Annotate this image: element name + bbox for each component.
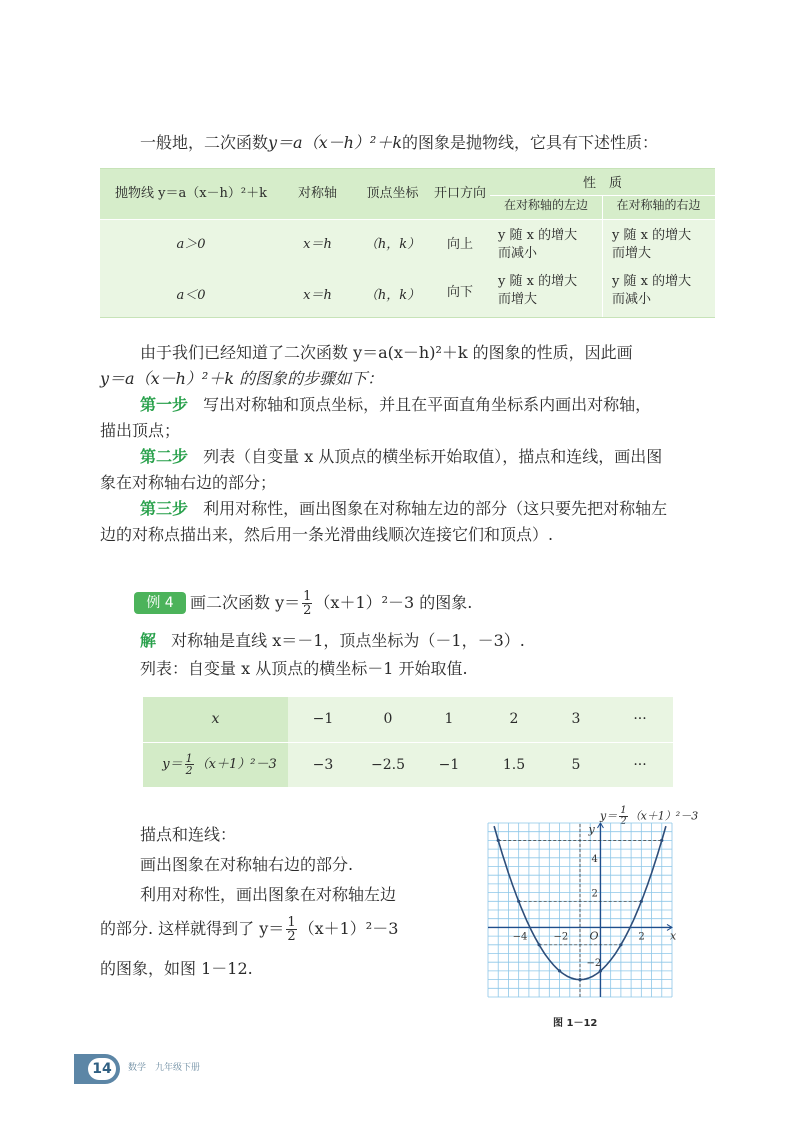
step-3: 第三步 利用对称性，画出图象在对称轴左边的部分（这只要先把对称轴左 [140,499,668,518]
steps-intro-line2: y＝a（x－h）²＋k 的图象的步骤如下： [100,369,384,388]
solution-line: 解 对称轴是直线 x＝－1，顶点坐标为（－1，－3）. [140,631,525,650]
x-tick-label: 2 [638,931,645,943]
y-value: 5 [571,757,581,773]
row1-axis: x＝h [303,237,332,252]
y-value: 1.5 [502,757,526,773]
conclusion-line1: 描点和连线： [140,825,237,844]
row2-condition: a＜0 [176,288,206,303]
value-table-divider [143,742,673,743]
table-intro: 列表：自变量 x 从顶点的横坐标－1 开始取值. [140,659,468,678]
book-title: 数学 九年级下册 [128,1063,201,1073]
data-point [599,969,602,972]
step-3-cont: 边的对称点描出来，然后用一条光滑曲线顺次连接它们和顶点）. [100,525,554,544]
x-value: −1 [312,711,334,727]
y-value: −2.5 [371,757,405,773]
row2-axis: x＝h [303,288,332,303]
conclusion-line5: 的图象，如图 1－12. [100,959,253,978]
row1-vertex: （h，k） [364,237,421,252]
data-point [640,900,643,903]
y-axis-label: y [588,823,595,836]
conclusion-line2: 画出图象在对称轴右边的部分. [140,855,354,874]
x-axis-label: x [670,929,677,943]
properties-table [100,168,715,318]
page-number: 14 [88,1058,116,1080]
header-left-side: 在对称轴的左边 [503,198,588,212]
row1-right-line1: y 随 x 的增大 [612,228,692,243]
row1-right-line2: 而增大 [612,246,652,261]
parabola-figure [480,815,680,1005]
x-value: 1 [444,711,454,727]
y-tick-label: −2 [586,958,602,970]
y-value: ··· [633,757,647,773]
x-value: 0 [383,711,393,727]
step-3-label: 第三步 [140,499,189,518]
header-opening: 开口方向 [433,186,486,201]
header-vertex: 顶点坐标 [366,186,419,201]
y-label: y＝ $\frac{1}{2}$ （x＋1）²－3 [162,752,277,777]
step-2-label: 第二步 [140,447,189,466]
step-1-label: 第一步 [140,395,189,414]
row2-right-line1: y 随 x 的增大 [612,274,692,289]
row1-opening: 向上 [446,237,473,252]
intro-text: 一般地，二次函数y＝a（x－h）²＋k的图象是抛物线，它具有下述性质： [140,133,659,152]
data-point [660,839,663,842]
row2-opening: 向下 [446,285,473,300]
column-divider [602,195,603,317]
conclusion-line3: 利用对称性，画出图象在对称轴左边 [140,885,397,904]
row1-left-line1: y 随 x 的增大 [498,228,578,243]
data-point [619,943,622,946]
data-point [578,978,581,981]
x-value: 3 [571,711,581,727]
origin-label: O [589,929,599,943]
step-1-cont: 描出顶点； [100,421,181,440]
y-tick-label: 2 [591,888,598,900]
header-properties: 性 质 [582,176,622,191]
row2-left-line2: 而增大 [498,292,538,307]
y-value: −3 [312,757,334,773]
header-parabola: 抛物线 y＝a（x－h）²＋k [114,186,268,201]
y-value: −1 [438,757,460,773]
x-tick-label: −4 [512,931,528,943]
step-2: 第二步 列表（自变量 x 从顶点的横坐标开始取值），描点和连线，画出图 [140,447,663,466]
row1-left-line2: 而减小 [498,246,538,261]
x-tick-label: −2 [553,931,569,943]
data-point [558,969,561,972]
row1-condition: a＞0 [176,237,206,252]
x-value: 2 [509,711,519,727]
steps-intro-line1: 由于我们已经知道了二次函数 y＝a(x－h)²＋k 的图象的性质，因此画 [140,343,633,362]
y-tick-label: 4 [591,853,598,865]
value-table [143,697,673,787]
row2-left-line1: y 随 x 的增大 [498,274,578,289]
header-right-side: 在对称轴的右边 [616,198,701,212]
figure-caption: 图 1－12 [553,1018,598,1029]
step-1: 第一步 写出对称轴和顶点坐标，并且在平面直角坐标系内画出对称轴， [140,395,652,414]
row2-vertex: （h，k） [364,288,421,303]
x-label: x [211,711,220,727]
header-axis: 对称轴 [297,186,337,201]
step-2-cont: 象在对称轴右边的部分； [100,473,277,492]
figure-equation: y＝ $\frac{1}{2}$ （x＋1）²－3 [600,805,699,827]
row2-right-line2: 而减小 [612,292,652,307]
data-point [538,943,541,946]
data-point [517,900,520,903]
example-fraction: $\frac{1}{2}$ [303,589,312,618]
example-prompt: 画二次函数 y＝ $\frac{1}{2}$ （x＋1）²－3 的图象. [190,589,473,618]
row-divider [100,219,715,220]
conclusion-fraction: $\frac{1}{2}$ [287,915,296,944]
solution-label: 解 [140,631,157,650]
conclusion-line4: 的部分. 这样就得到了 y＝ $\frac{1}{2}$ （x＋1）²－3 [100,915,399,944]
x-value: ··· [633,711,647,727]
example-badge: 例 4 [134,592,186,614]
data-point [497,839,500,842]
